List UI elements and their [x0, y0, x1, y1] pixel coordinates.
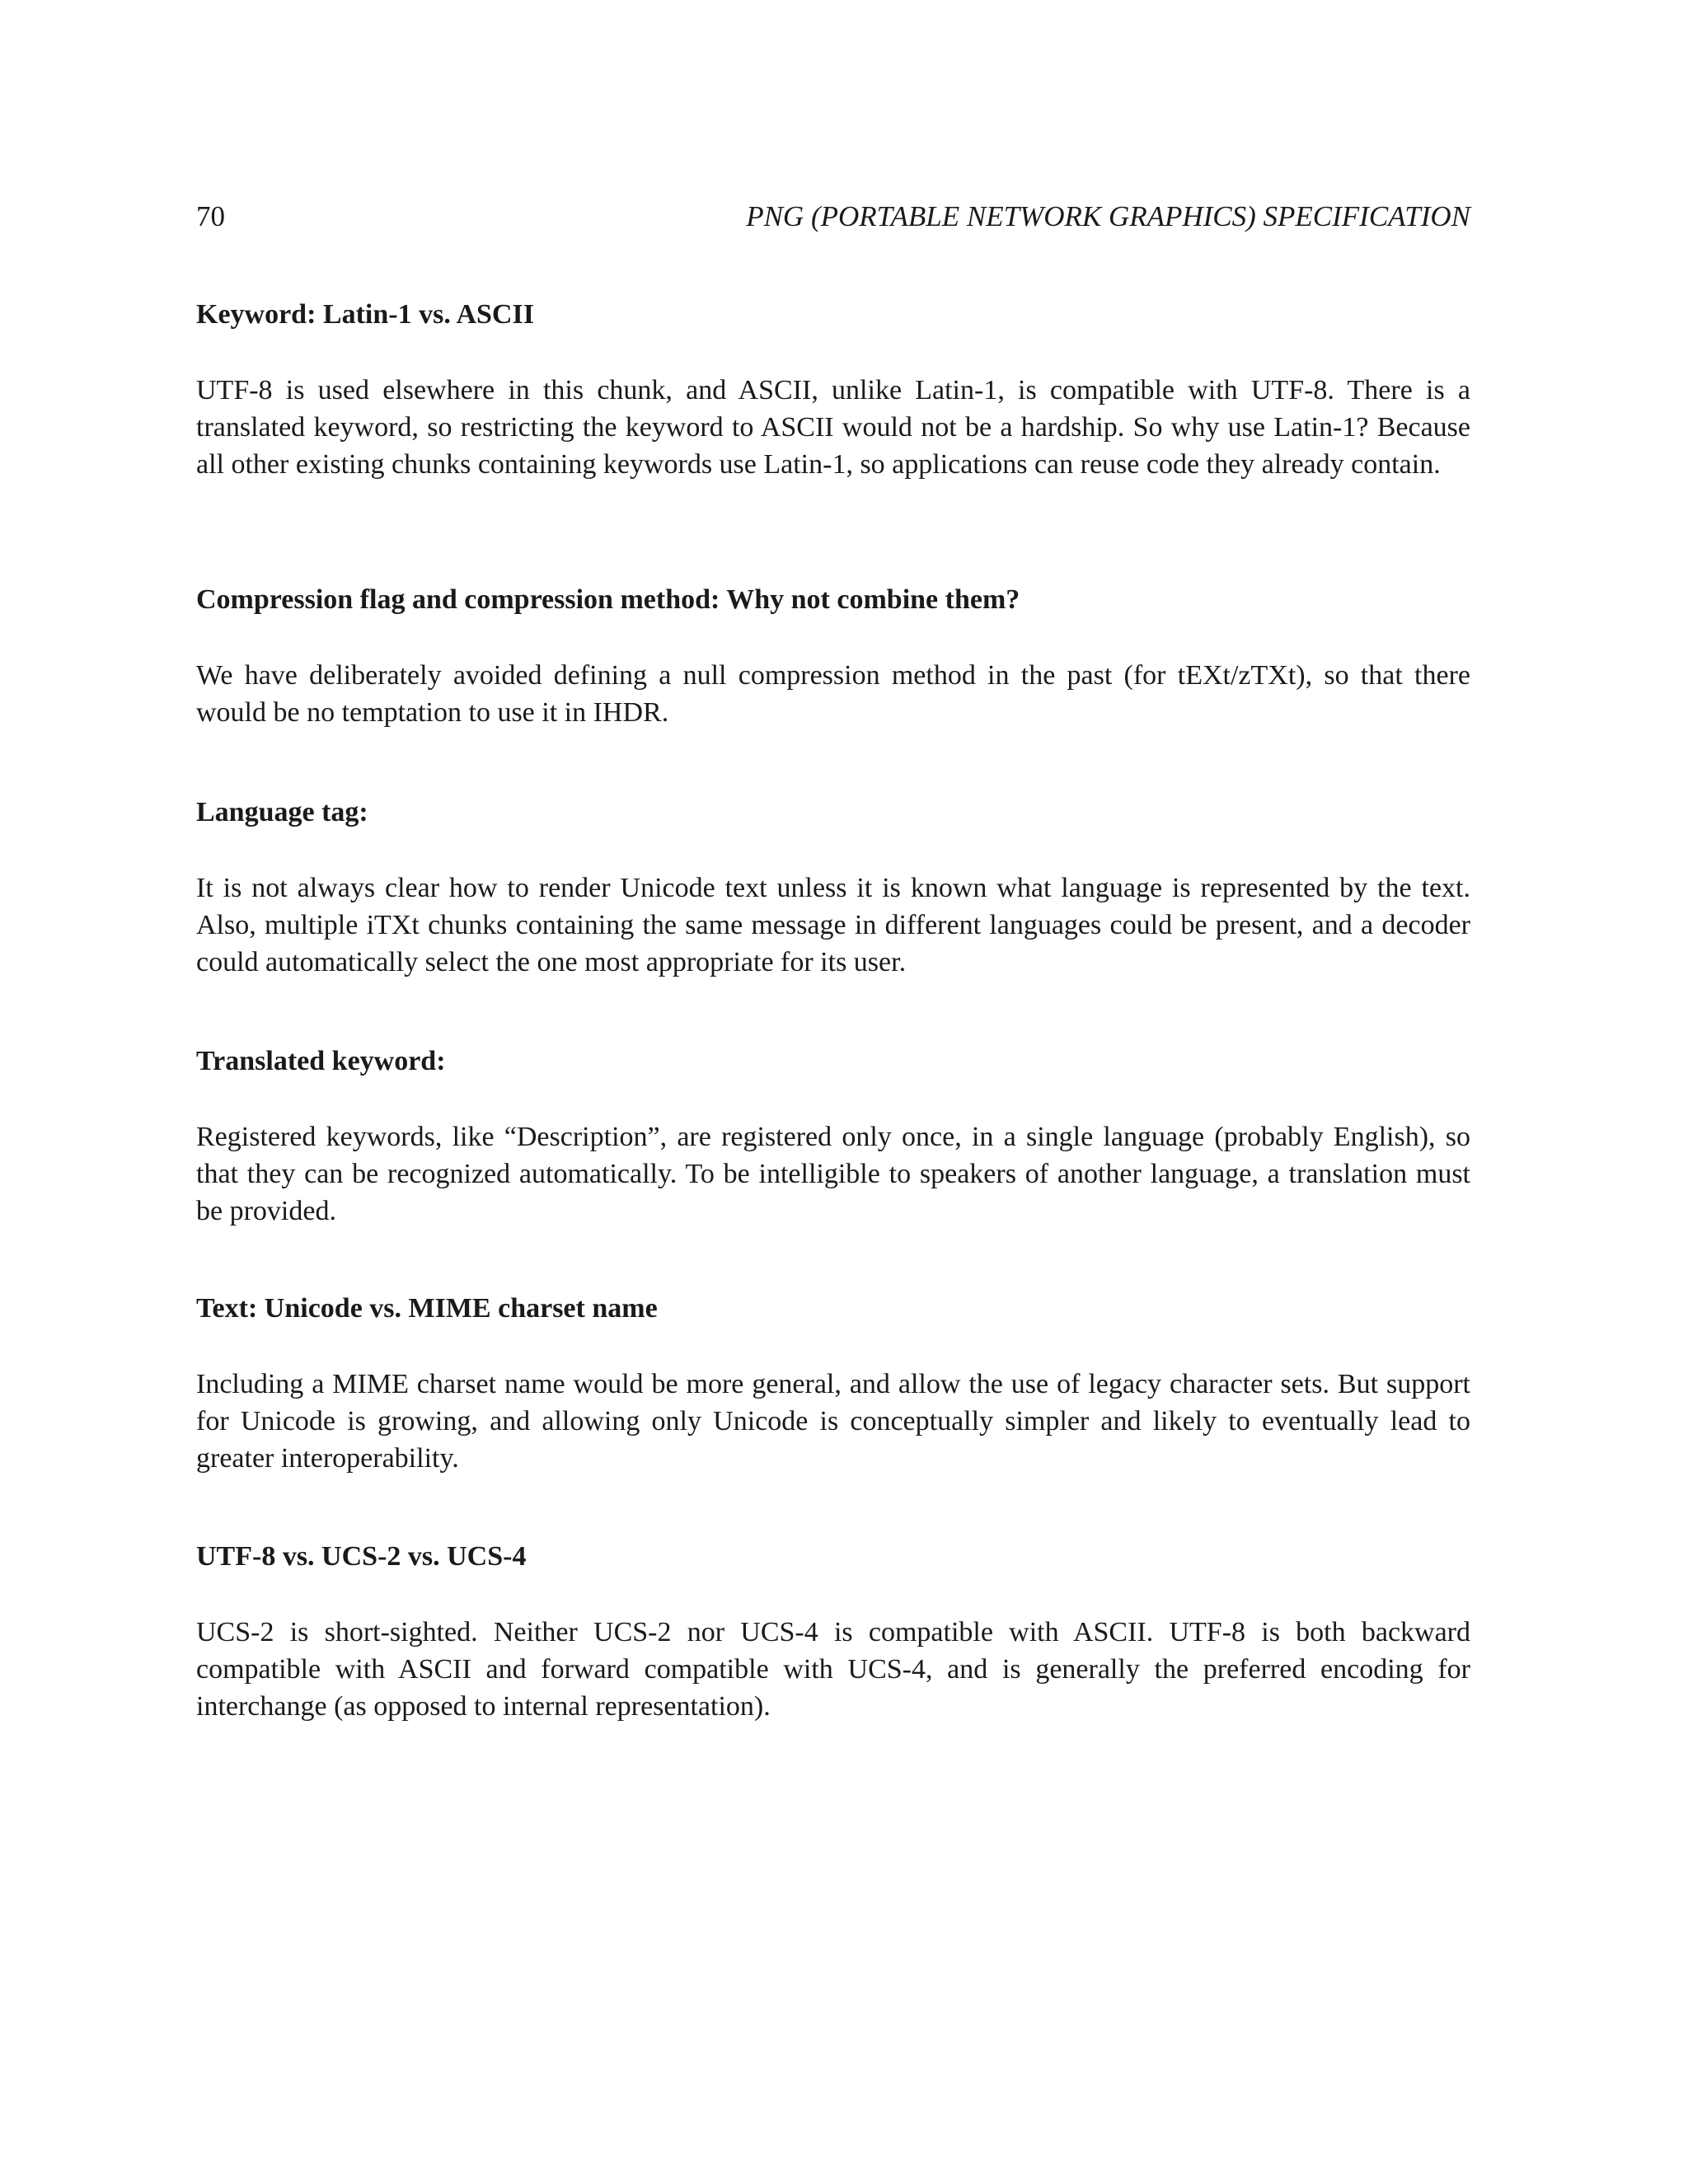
- section-heading: Compression flag and compression method: Why not combine them?: [196, 584, 1020, 615]
- section-keyword-latin1-vs-ascii: [196, 297, 1470, 483]
- page-number: 70: [196, 200, 225, 232]
- section-language-tag: [196, 794, 1470, 981]
- section-heading: Language tag:: [196, 797, 368, 827]
- section-heading: UTF-8 vs. UCS-2 vs. UCS-4: [196, 1541, 527, 1572]
- section-body: UTF-8 is used elsewhere in this chunk, and ASCII, unlike Latin-1, is compatible with UTF-8. There is a translated keyword, so restricting the keyword to ASCII would not be a hardship. So why use Latin-1? Because all other existing chunks containing keywords use Latin-1, so applications can reuse code they already contain.: [196, 375, 1470, 480]
- section-utf8-vs-ucs: [196, 1539, 1470, 1725]
- section-body: UCS-2 is short-sighted. Neither UCS-2 nor UCS-4 is compatible with ASCII. UTF-8 is both backward compatible with ASCII and forward compatible with UCS-4, and is generally the preferred encoding for interchange (as opposed to internal representation).: [196, 1617, 1470, 1722]
- section-translated-keyword: [196, 1043, 1470, 1230]
- section-body: It is not always clear how to render Unicode text unless it is known what language is represented by the text. Also, multiple iTXt chunks containing the same message in different languages could be present, and a decoder could automatically select the one most appropriate for its user.: [196, 873, 1470, 977]
- running-title: PNG (PORTABLE NETWORK GRAPHICS) SPECIFICATION: [746, 200, 1470, 232]
- section-unicode-vs-mime: [196, 1291, 1470, 1477]
- section-body: Registered keywords, like “Description”, are registered only once, in a single language (probably English), so that they can be recognized automatically. To be intelligible to speakers of another language, a translation must be provided.: [196, 1122, 1470, 1226]
- section-compression-flag: [196, 582, 1470, 731]
- section-heading: Text: Unicode vs. MIME charset name: [196, 1293, 658, 1324]
- running-header: [196, 199, 1470, 235]
- section-heading: Keyword: Latin-1 vs. ASCII: [196, 299, 534, 330]
- section-heading: Translated keyword:: [196, 1046, 446, 1076]
- section-body: Including a MIME charset name would be more general, and allow the use of legacy character sets. But support for Unicode is growing, and allowing only Unicode is conceptually simpler and likely to eventually lead to greater interoperability.: [196, 1369, 1470, 1474]
- section-body: We have deliberately avoided defining a null compression method in the past (for tEXt/zTXt), so that there would be no temptation to use it in IHDR.: [196, 660, 1470, 728]
